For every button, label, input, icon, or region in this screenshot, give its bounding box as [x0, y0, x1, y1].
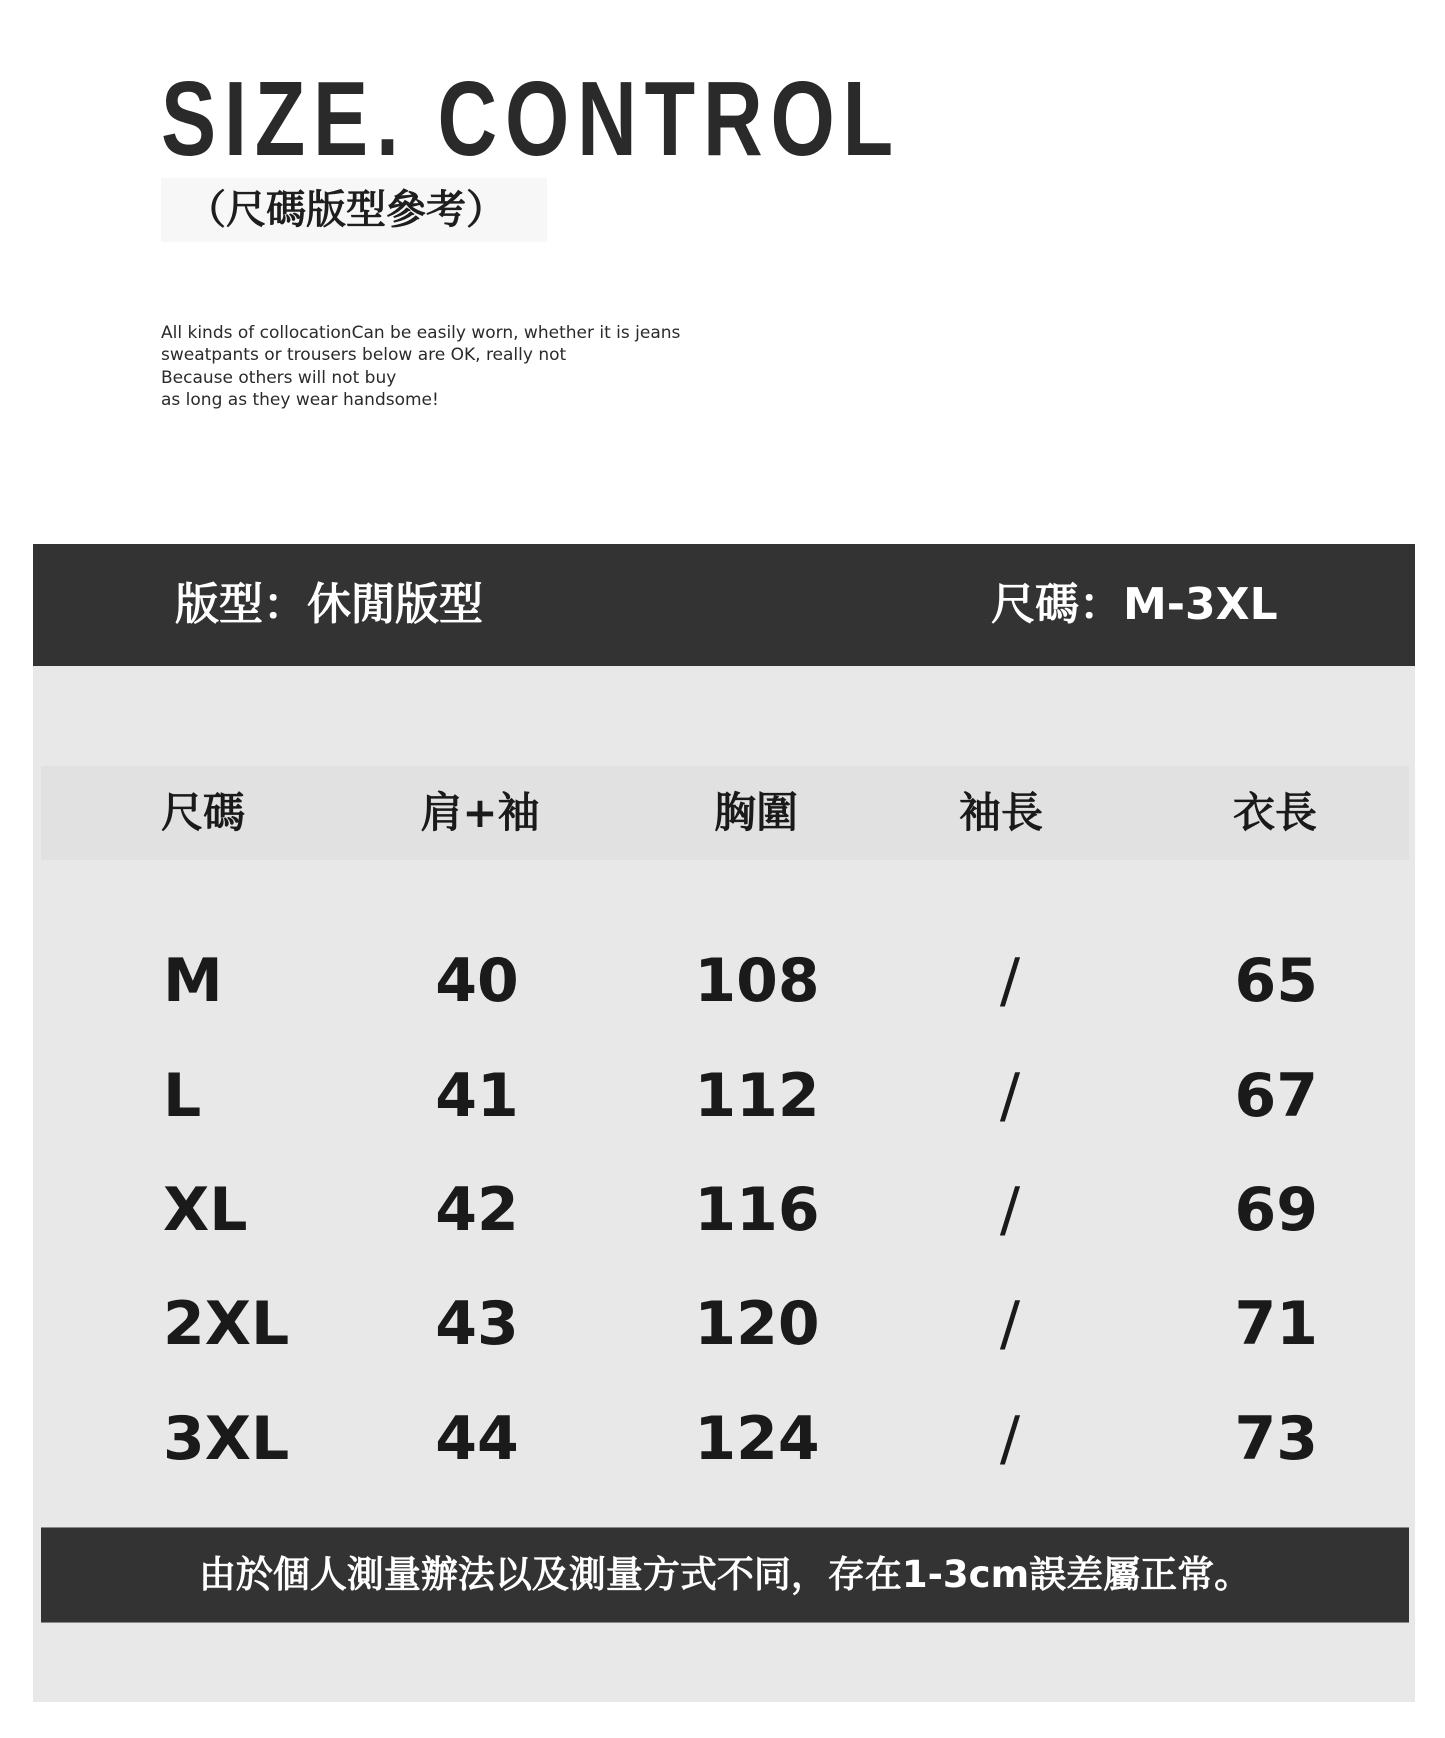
cell-shoulder-sleeve: 41 — [435, 1061, 519, 1131]
page-title: SIZE. CONTROL — [161, 60, 901, 178]
table-row — [0, 1061, 1445, 1131]
cell-size: XL — [163, 1175, 248, 1245]
cell-body-length: 67 — [1234, 1061, 1318, 1131]
cell-size: M — [163, 946, 223, 1016]
column-header-shoulder-sleeve: 肩+袖 — [420, 788, 540, 837]
description-line: Because others will not buy — [161, 367, 397, 388]
column-header-chest: 胸圍 — [713, 788, 799, 837]
description — [161, 322, 680, 412]
column-header-sleeve-length: 袖長 — [958, 788, 1044, 837]
cell-sleeve-length: / — [999, 946, 1021, 1016]
cell-body-length: 65 — [1234, 946, 1318, 1016]
cell-size: 2XL — [163, 1289, 290, 1359]
cell-sleeve-length: / — [999, 1289, 1021, 1359]
cell-chest: 116 — [694, 1175, 820, 1245]
description-line: All kinds of collocationCan be easily worn, whether it is jeans — [161, 323, 681, 343]
cell-shoulder-sleeve: 43 — [435, 1289, 519, 1359]
fit-label: 版型：休閒版型 — [175, 579, 483, 630]
cell-chest: 108 — [694, 946, 820, 1016]
size-range-label: 尺碼：M-3XL — [991, 579, 1278, 630]
cell-shoulder-sleeve: 42 — [435, 1175, 519, 1245]
cell-chest: 124 — [694, 1404, 820, 1474]
cell-sleeve-length: / — [999, 1061, 1021, 1131]
cell-size: 3XL — [163, 1404, 290, 1474]
page-subtitle: （尺碼版型參考） — [186, 187, 506, 233]
measurement-note: 由於個人測量辦法以及測量方式不同，存在1-3cm誤差屬正常。 — [198, 1553, 1252, 1596]
cell-chest: 112 — [694, 1061, 820, 1131]
cell-sleeve-length: / — [999, 1404, 1021, 1474]
cell-shoulder-sleeve: 40 — [435, 946, 519, 1016]
table-row — [0, 1404, 1445, 1474]
description-line: as long as they wear handsome! — [161, 390, 439, 411]
table-row — [0, 1289, 1445, 1359]
measurement-note-bar — [41, 1527, 1409, 1623]
column-header-body-length: 衣長 — [1232, 788, 1318, 837]
fit-banner — [33, 544, 1415, 666]
cell-sleeve-length: / — [999, 1175, 1021, 1245]
cell-body-length: 71 — [1234, 1289, 1318, 1359]
cell-shoulder-sleeve: 44 — [435, 1404, 519, 1474]
cell-size: L — [163, 1061, 202, 1131]
table-row — [0, 946, 1445, 1016]
table-row — [0, 1175, 1445, 1245]
cell-body-length: 73 — [1234, 1404, 1318, 1474]
description-line: sweatpants or trousers below are OK, really not — [161, 345, 567, 366]
column-header-size: 尺碼 — [161, 788, 246, 837]
cell-body-length: 69 — [1234, 1175, 1318, 1245]
cell-chest: 120 — [694, 1289, 820, 1359]
